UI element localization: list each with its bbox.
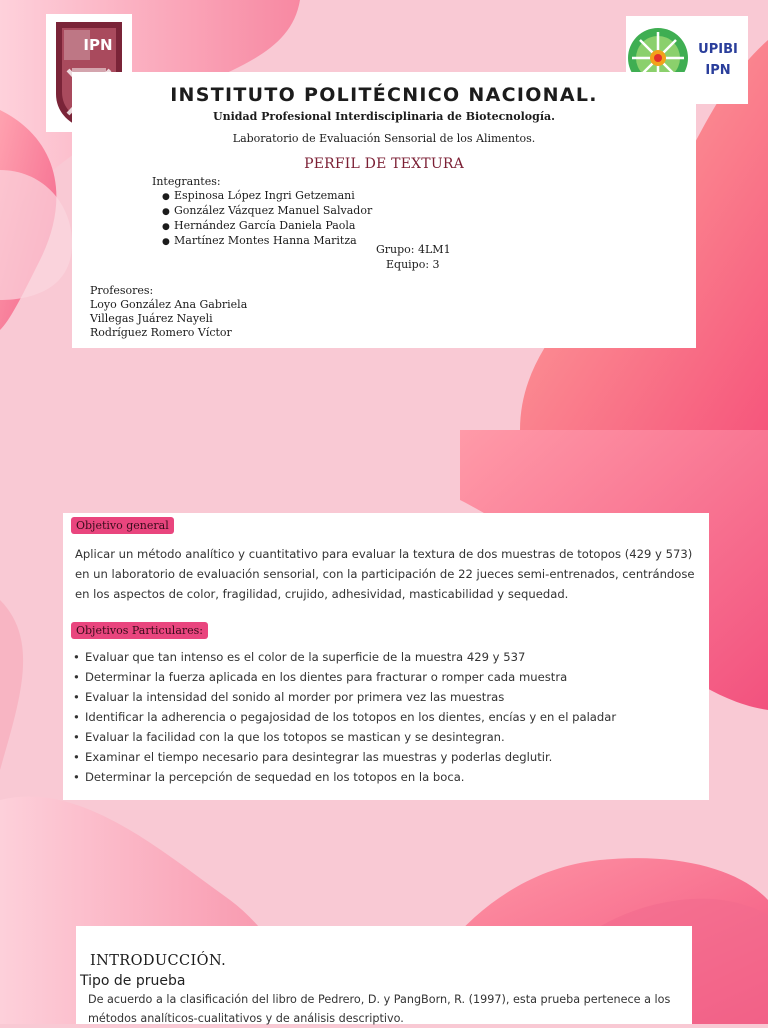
professors-list [90,298,247,340]
bullet-icon: • [73,670,80,684]
group-label: Grupo: 4LM1 [376,243,451,256]
team-label: Equipo: 3 [386,258,440,271]
bullet-icon: • [73,710,80,724]
bullet-icon: • [73,690,80,704]
list-item: ● González Vázquez Manuel Salvador [162,204,373,217]
bullet-icon: • [73,770,80,784]
list-item: • Identificar la adherencia o pegajosidad de los totopos en los dientes, encías y en el paladar [73,707,616,727]
list-item: Villegas Juárez Nayeli [90,312,213,325]
unit-name: Unidad Profesional Interdisciplinaria de Biotecnología. [213,110,555,123]
list-item: • Evaluar la facilidad con la que los totopos se mastican y se desintegran. [73,727,616,747]
particular-objectives-tag: Objetivos Particulares: [71,622,208,639]
bullet-icon: ● [162,192,170,202]
bullet-icon: ● [162,222,170,232]
general-objective-tag: Objetivo general [71,517,174,534]
members-label: Integrantes: [152,175,221,188]
professors-label: Profesores: [90,284,154,297]
introduction-card [76,926,692,1024]
members-list [162,189,372,249]
header-card [72,72,696,348]
objectives-card [63,513,709,800]
document-title: PERFIL DE TEXTURA [304,156,464,172]
list-item: • Evaluar la intensidad del sonido al morder por primera vez las muestras [73,687,616,707]
list-item: ● Hernández García Daniela Paola [162,219,356,232]
svg-text:IPN: IPN [83,36,113,54]
svg-text:UPIBI: UPIBI [698,42,738,57]
list-item: ● Espinosa López Ingri Getzemani [162,189,355,202]
lab-name: Laboratorio de Evaluación Sensorial de los Alimentos. [232,132,536,145]
list-item: • Determinar la fuerza aplicada en los dientes para fracturar o romper cada muestra [73,667,616,687]
list-item: Loyo González Ana Gabriela [90,298,248,311]
bullet-icon: • [73,730,80,744]
bullet-icon: • [73,650,80,664]
list-item: • Determinar la percepción de sequedad en los totopos en la boca. [73,767,616,787]
bullet-icon: ● [162,207,170,217]
list-item: Rodríguez Romero Víctor [90,326,232,339]
list-item: • Examinar el tiempo necesario para desintegrar las muestras y poderlas deglutir. [73,747,616,767]
list-item: ● Martínez Montes Hanna Maritza [162,234,357,247]
bullet-icon: • [73,750,80,764]
list-item: • Evaluar que tan intenso es el color de la superficie de la muestra 429 y 537 [73,647,616,667]
introduction-text: De acuerdo a la clasificación del libro de Pedrero, D. y PangBorn, R. (1997), esta prueba pertenece a los métodos analíticos-cualitativos y de análisis descriptivo. [88,993,671,1025]
particular-objectives-list [73,647,616,787]
institution-title: INSTITUTO POLITÉCNICO NACIONAL. [170,84,598,106]
bullet-icon: ● [162,237,170,247]
general-objective-text: Aplicar un método analítico y cuantitativo para evaluar la textura de dos muestras de totopos (429 y 573) en un laboratorio de evaluación sensorial, con la participación de 22 jueces semi-entrenados, centrándose en los aspectos de color, fragilidad, crujido, adhesividad, masticabilidad y sequedad. [75,547,695,601]
svg-text:IPN: IPN [705,63,731,78]
introduction-title: INTRODUCCIÓN. [90,953,227,969]
test-type-heading: Tipo de prueba [80,973,186,989]
